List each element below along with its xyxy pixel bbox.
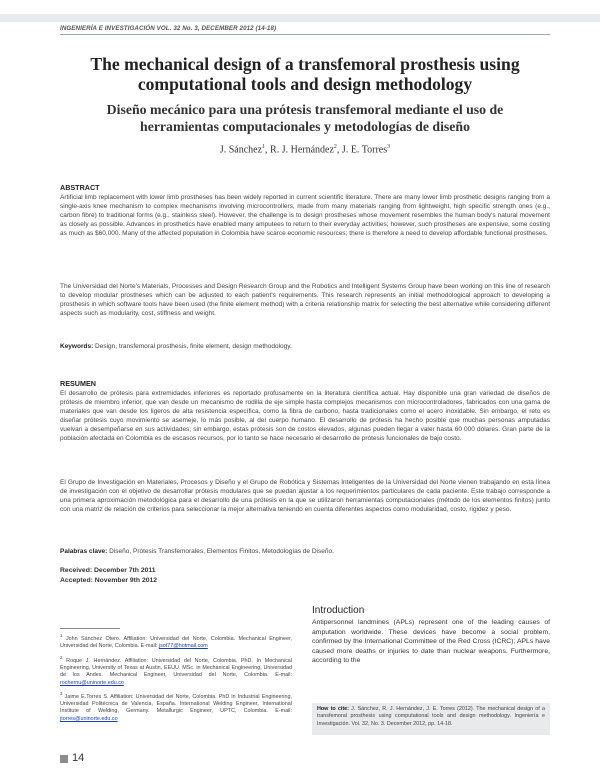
- resumen-heading: RESUMEN: [60, 379, 96, 388]
- journal-running-header: INGENIERÍA E INVESTIGACIÓN VOL. 32 No. 3, DECEMBER 2012 (14-18): [60, 25, 277, 32]
- palabras-clave-text: Diseño, Prótesis Transfemorales, Elementos Finitos, Metodologías de Diseño.: [109, 548, 334, 555]
- author-affiliation-mark: 2: [333, 144, 337, 150]
- resumen-keywords: [60, 547, 550, 556]
- footnote-1: [60, 632, 292, 650]
- author-name: J. Sánchez: [219, 144, 263, 156]
- author-affiliation-mark: 1: [262, 144, 266, 150]
- article-title: The mechanical design of a transfemoral prosthesis using computational tools and design methodology: [90, 54, 520, 94]
- header-bar: [0, 14, 600, 22]
- footnote-2: [60, 654, 292, 687]
- how-to-cite-text: J. Sánchez, R. J. Hernández, J. E. Torres (2012). The mechanical design of a transfemoral prosthesis using computational tools and design methodology. Ingeniería e Investigación. Vol. 32, No. 3. December 2012, pp. 14-18.: [317, 706, 545, 727]
- footnote-email-link[interactable]: jtorres@uninorte.edu.co: [60, 715, 118, 722]
- page-number: 14: [72, 752, 85, 764]
- abstract-paragraph-1: Artificial limb replacement with lower limb prostheses has been widely reported in current scientific literature. There are many lower limb prosthetic designs ranging from a single-axis knee mechanism to complex mechanisms involving microcontrollers, made from many materials ranging from lightweight, high specific strength ones (e.g., carbon fibre) to traditional forms (e.g., stainless steel). However, the challenge is to design prostheses whose movement resembles the human body's natural movement as closely as possible. Advances in prosthetics have enabled many amputees to return to their everyday activities; however, such prostheses are expensive, some costing as much as $60,000. Many of the affected population in Colombia have scarce economic resources; there is therefore a need to develop affordable functional prostheses.: [60, 194, 550, 238]
- author-name: R. J. Hernández: [270, 144, 334, 156]
- introduction-text: Antipersonnel landmines (APLs) represent one of the leading causes of amputation worldwide. These devices have become a social problem, confirmed by the International Committee of the Red Cross (ICRC); APLs have caused more deaths or injuries to date than nuclear weapons. Furthermore, according to the: [312, 619, 550, 665]
- footnote-text: Jaime E.Torres S. Affiliation: Universidad del Norte, Colombia. PhD in Industrial Engineering, Universidad Politécnica de Valencia, España. International Welding Engineer, International Institute of Welding, Germany. Metallurgic Engineer, UPTC, Colombia. E-mail:: [60, 693, 292, 715]
- resumen-paragraph-1: El desarrollo de prótesis para extremidades inferiores es reportado profusamente en la literatura científica actual. Hay disponible una gran variedad de diseños de prótesis de miembro inferior, que van desde un mecanismo de rodilla de eje simple hasta complejos mecanismos con microcontroladores, fabricados con una gama de materiales que van desde los ligeros de alta resistencia específica, como la fibra de carbono, hasta tradicionales como el acero inoxidable. Sin embargo, el reto es diseñar prótesis cuyo movimiento se asemeje, lo más posible, al del cuerpo humano. El desarrollo de prótesis ha hecho posible que muchas personas amputadas vuelvan a desempeñarse en sus actividades; sin embargo, estas prótesis son de costos elevados, algunas pueden llegar a valer hasta 60 000 dólares. Gran parte de la población afectada en Colombia es de escasos recursos, por lo tanto se hace necesario el desarrollo de prótesis funcionales de bajo costo.: [60, 390, 550, 443]
- footnote-mark: 3: [60, 691, 63, 696]
- page-number-marker: [60, 755, 68, 763]
- how-to-cite-box: [312, 703, 550, 735]
- footnote-mark: 2: [60, 655, 63, 660]
- author-name: J. E. Torres: [341, 144, 388, 156]
- received-date: Received: December 7th 2011: [60, 567, 156, 574]
- header-rule: [60, 34, 550, 35]
- footnote-text: John Sánchez Otero. Affiliation: Universidad del Norte, Colombia. Mechanical Engineer, Universidad del Norte, Colombia. E-mail:: [60, 635, 292, 650]
- how-to-cite-label: How to cite:: [317, 706, 349, 712]
- footnote-separator: [60, 628, 120, 629]
- abstract-heading: ABSTRACT: [60, 183, 100, 192]
- palabras-clave-label: Palabras clave:: [60, 548, 108, 555]
- introduction-heading: Introduction: [312, 605, 365, 616]
- abstract-paragraph-2: The Universidad del Norte's Materials, Processes and Design Research Group and the Robotics and Intelligent Systems Group have been working on this line of research to develop modular prostheses which can be adjusted to each patient's requirements. This research represents an initial methodological approach to developing a prosthesis in which software tools have been used (the finite element method) with a criteria relationship matrix for selecting the best alternative while considering different aspects such as modularity, cost, stiffness and weight.: [60, 283, 550, 318]
- footnote-3: [60, 690, 292, 723]
- accepted-date: Accepted: November 9th 2012: [60, 577, 158, 584]
- footnote-text: Roque J. Hernández. Affiliation: Universidad del Norte, Colombia. PhD. In Mechanical Engineering, University of Texas at Austin, EEUU. MSc. in Mechanical Engineering, Universidad de los Andes. Mechanical Engineer, Universidad del Norte, Colombia. E-mail:: [60, 657, 292, 679]
- keywords-text: Design, transfemoral prosthesis, finite element, design methodology.: [95, 343, 292, 350]
- abstract-keywords: [60, 342, 550, 351]
- article-subtitle: Diseño mecánico para una prótesis transfemoral mediante el uso de herramientas computacionales y metodologías de diseño: [106, 102, 504, 134]
- author-affiliation-mark: 3: [387, 144, 391, 150]
- resumen-paragraph-2: El Grupo de Investigación en Materiales, Procesos y Diseño y el Grupo de Robótica y Sistemas Inteligentes de la Universidad del Norte vienen trabajando en esta línea de investigación con el objetivo de desarrollar prótesis modulares que se puedan ajustar a los requerimientos particulares de cada paciente. Este trabajo corresponde a una primera aproximación metodológica para el desarrollo de una prótesis en la que se utilizaron herramientas computacionales (método de los elementos finitos) junto con una matriz de relación de criterios para seleccionar la mejor alternativa teniendo en cuenta diferentes aspectos como modularidad, costo, rigidez y peso.: [60, 479, 550, 514]
- footnote-email-link[interactable]: jsot77@hotmail.com: [158, 643, 208, 650]
- keywords-label: Keywords:: [60, 343, 94, 350]
- footnote-email-link[interactable]: rochernu@uninorte.edu.co: [60, 679, 124, 686]
- author-list: J. Sánchez$^1$, R. J. Hernández$^2$, J. E. Torres$^3$: [219, 144, 391, 156]
- footnote-mark: 1: [60, 633, 63, 638]
